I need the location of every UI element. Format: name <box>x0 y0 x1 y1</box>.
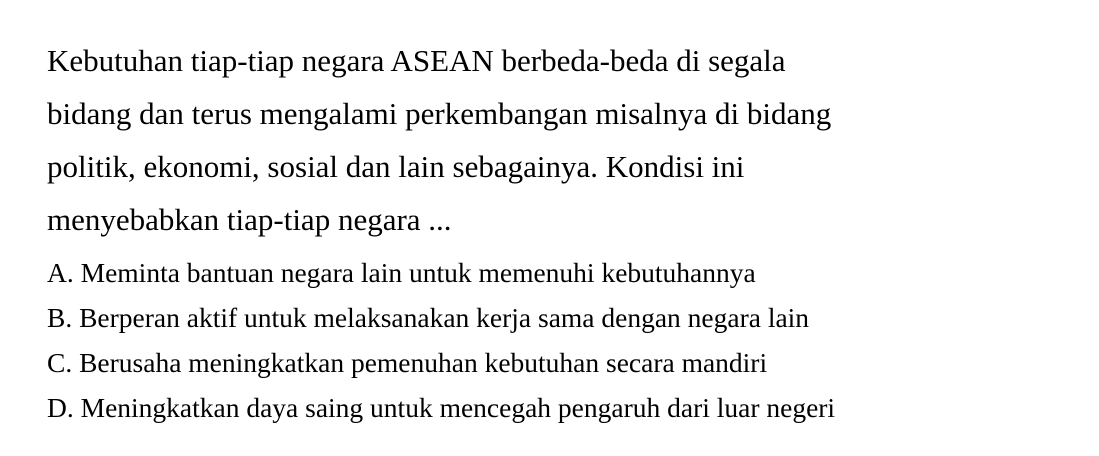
option-letter: A. <box>47 257 74 288</box>
option-text: Meningkatkan daya saing untuk mencegah pengaruh dari luar negeri <box>80 392 836 423</box>
option-letter: D. <box>47 392 74 423</box>
option-a[interactable] <box>47 250 1067 295</box>
option-letter: B. <box>47 302 73 333</box>
question-stem-line: menyebabkan tiap-tiap negara ... <box>47 202 452 237</box>
option-text: Berperan aktif untuk melaksanakan kerja sama dengan negara lain <box>79 302 810 333</box>
question-stem-line: bidang dan terus mengalami perkembangan misalnya di bidang <box>47 96 832 131</box>
question-block <box>47 34 1067 430</box>
option-text: Berusaha meningkatkan pemenuhan kebutuhan secara mandiri <box>79 347 768 378</box>
option-text: Meminta bantuan negara lain untuk memenuhi kebutuhannya <box>80 257 756 288</box>
question-stem-line: Kebutuhan tiap-tiap negara ASEAN berbeda-beda di segala <box>47 43 786 78</box>
question-stem <box>47 34 1067 246</box>
option-letter: C. <box>47 347 73 378</box>
question-stem-line: politik, ekonomi, sosial dan lain sebagainya. Kondisi ini <box>47 149 745 184</box>
option-c[interactable] <box>47 340 1067 385</box>
answer-options <box>47 250 1067 430</box>
option-b[interactable] <box>47 295 1067 340</box>
option-d[interactable] <box>47 385 1067 430</box>
